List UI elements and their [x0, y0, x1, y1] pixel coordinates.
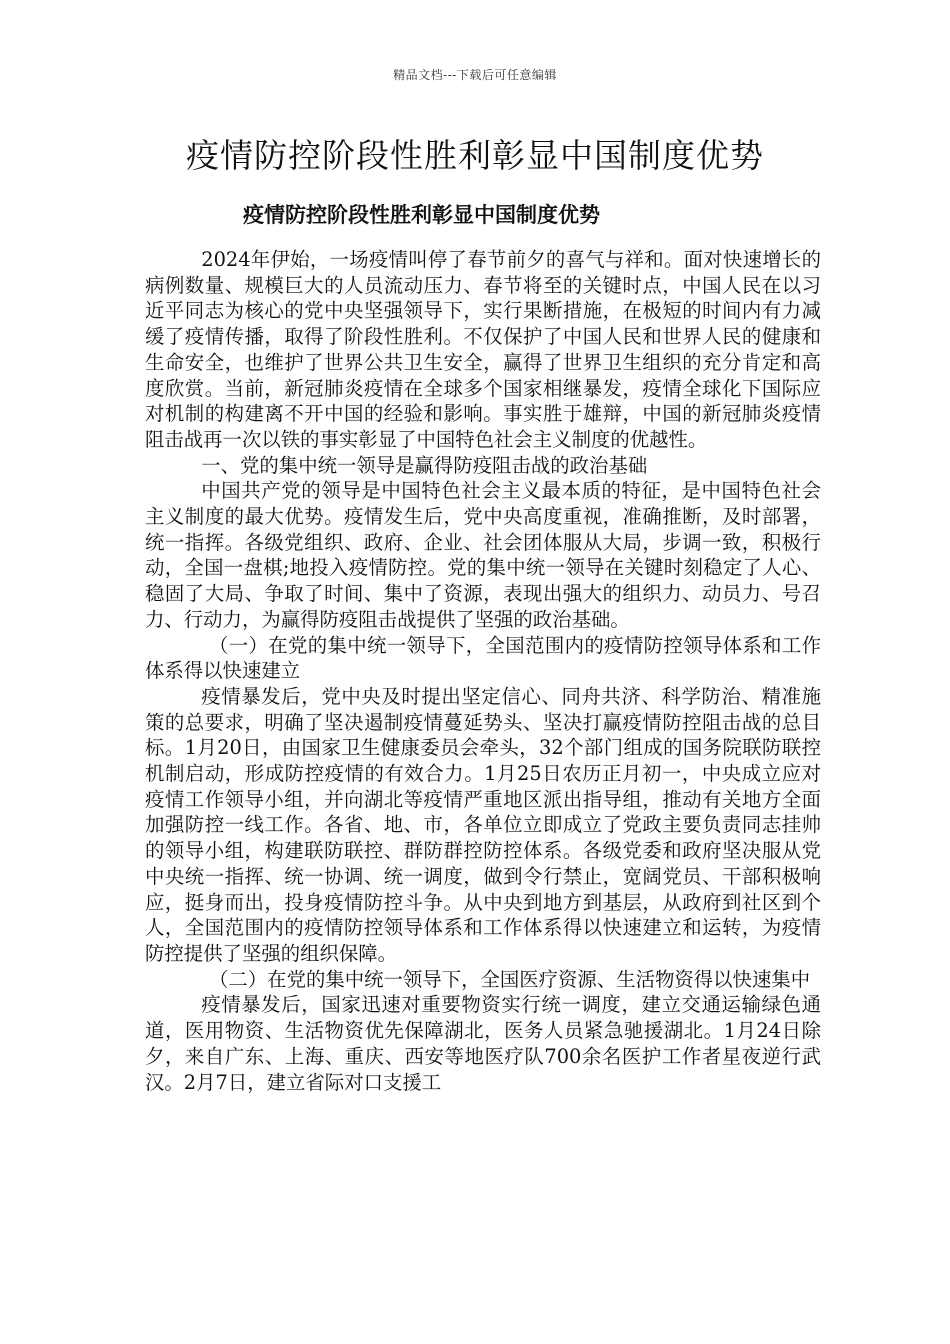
- subsection-heading-2: （二）在党的集中统一领导下，全国医疗资源、生活物资得以快速集中: [209, 967, 811, 991]
- paragraph-subsection-1: 疫情暴发后，党中央及时提出坚定信心、同舟共济、科学防治、精准施策的总要求，明确了坚决遏制疫情蔓延势头、坚决打赢疫情防控阻击战的总目标。1月20日，由国家卫生健康委员会牵头，32个部门组成的国务院联防联控机制启动，形成防控疫情的有效合力。1月25日农历正月初一，中央成立应对疫情工作领导小组，并向湖北等疫情严重地区派出指导组，推动有关地方全面加强防控一线工作。各省、地、市，各单位立即成立了党政主要负责同志挂帅的领导小组，构建联防联控、群防群控防控体系。各级党委和政府坚决服从党中央统一指挥、统一协调、统一调度，做到令行禁止，宽阔党员、干部积极响应，挺身而出，投身疫情防控斗争。从中央到地方到基层，从政府到社区到个人，全国范围内的疫情防控领导体系和工作体系得以快速建立和运转，为疫情防控提供了坚强的组织保障。: [145, 684, 821, 965]
- document-subtitle: 疫情防控阶段性胜利彰显中国制度优势: [243, 202, 600, 227]
- paragraph-intro: 2024年伊始，一场疫情叫停了春节前夕的喜气与祥和。面对快速增长的病例数量、规模巨大的人员流动压力、春节将至的关键时点，中国人民在以习近平同志为核心的党中央坚强领导下，实行果断措施，在极短的时间内有力减缓了疫情传播，取得了阶段性胜利。不仅保护了中国人民和世界人民的健康和生命安全，也维护了世界公共卫生安全，赢得了世界卫生组织的充分肯定和高度欣赏。当前，新冠肺炎疫情在全球多个国家相继暴发，疫情全球化下国际应对机制的构建离不开中国的经验和影响。事实胜于雄辩，中国的新冠肺炎疫情阻击战再一次以铁的事实彰显了中国特色社会主义制度的优越性。: [145, 248, 821, 451]
- paragraph-subsection-2: 疫情暴发后，国家迅速对重要物资实行统一调度，建立交通运输绿色通道，医用物资、生活物资优先保障湖北，医务人员紧急驰援湖北。1月24日除夕，来自广东、上海、重庆、西安等地医疗队700余名医护工作者星夜逆行武汉。2月7日，建立省际对口支援工: [145, 993, 821, 1094]
- document-body: [145, 247, 821, 1095]
- header-note: 精品文档---下载后可任意编辑: [393, 68, 557, 82]
- subsection-heading-1: （一）在党的集中统一领导下，全国范围内的疫情防控领导体系和工作体系得以快速建立: [145, 633, 821, 683]
- document-title: 疫情防控阶段性胜利彰显中国制度优势: [186, 136, 764, 175]
- section-heading-1: 一、党的集中统一领导是赢得防疫阻击战的政治基础: [201, 453, 648, 477]
- paragraph-section-1: 中国共产党的领导是中国特色社会主义最本质的特征，是中国特色社会主义制度的最大优势。疫情发生后，党中央高度重视，准确推断，及时部署，统一指挥。各级党组织、政府、企业、社会团体服从大局，步调一致，积极行动，全国一盘棋;地投入疫情防控。党的集中统一领导在关键时刻稳定了人心、稳固了大局、争取了时间、集中了资源，表现出强大的组织力、动员力、号召力、行动力，为赢得防疫阻击战提供了坚强的政治基础。: [145, 479, 821, 631]
